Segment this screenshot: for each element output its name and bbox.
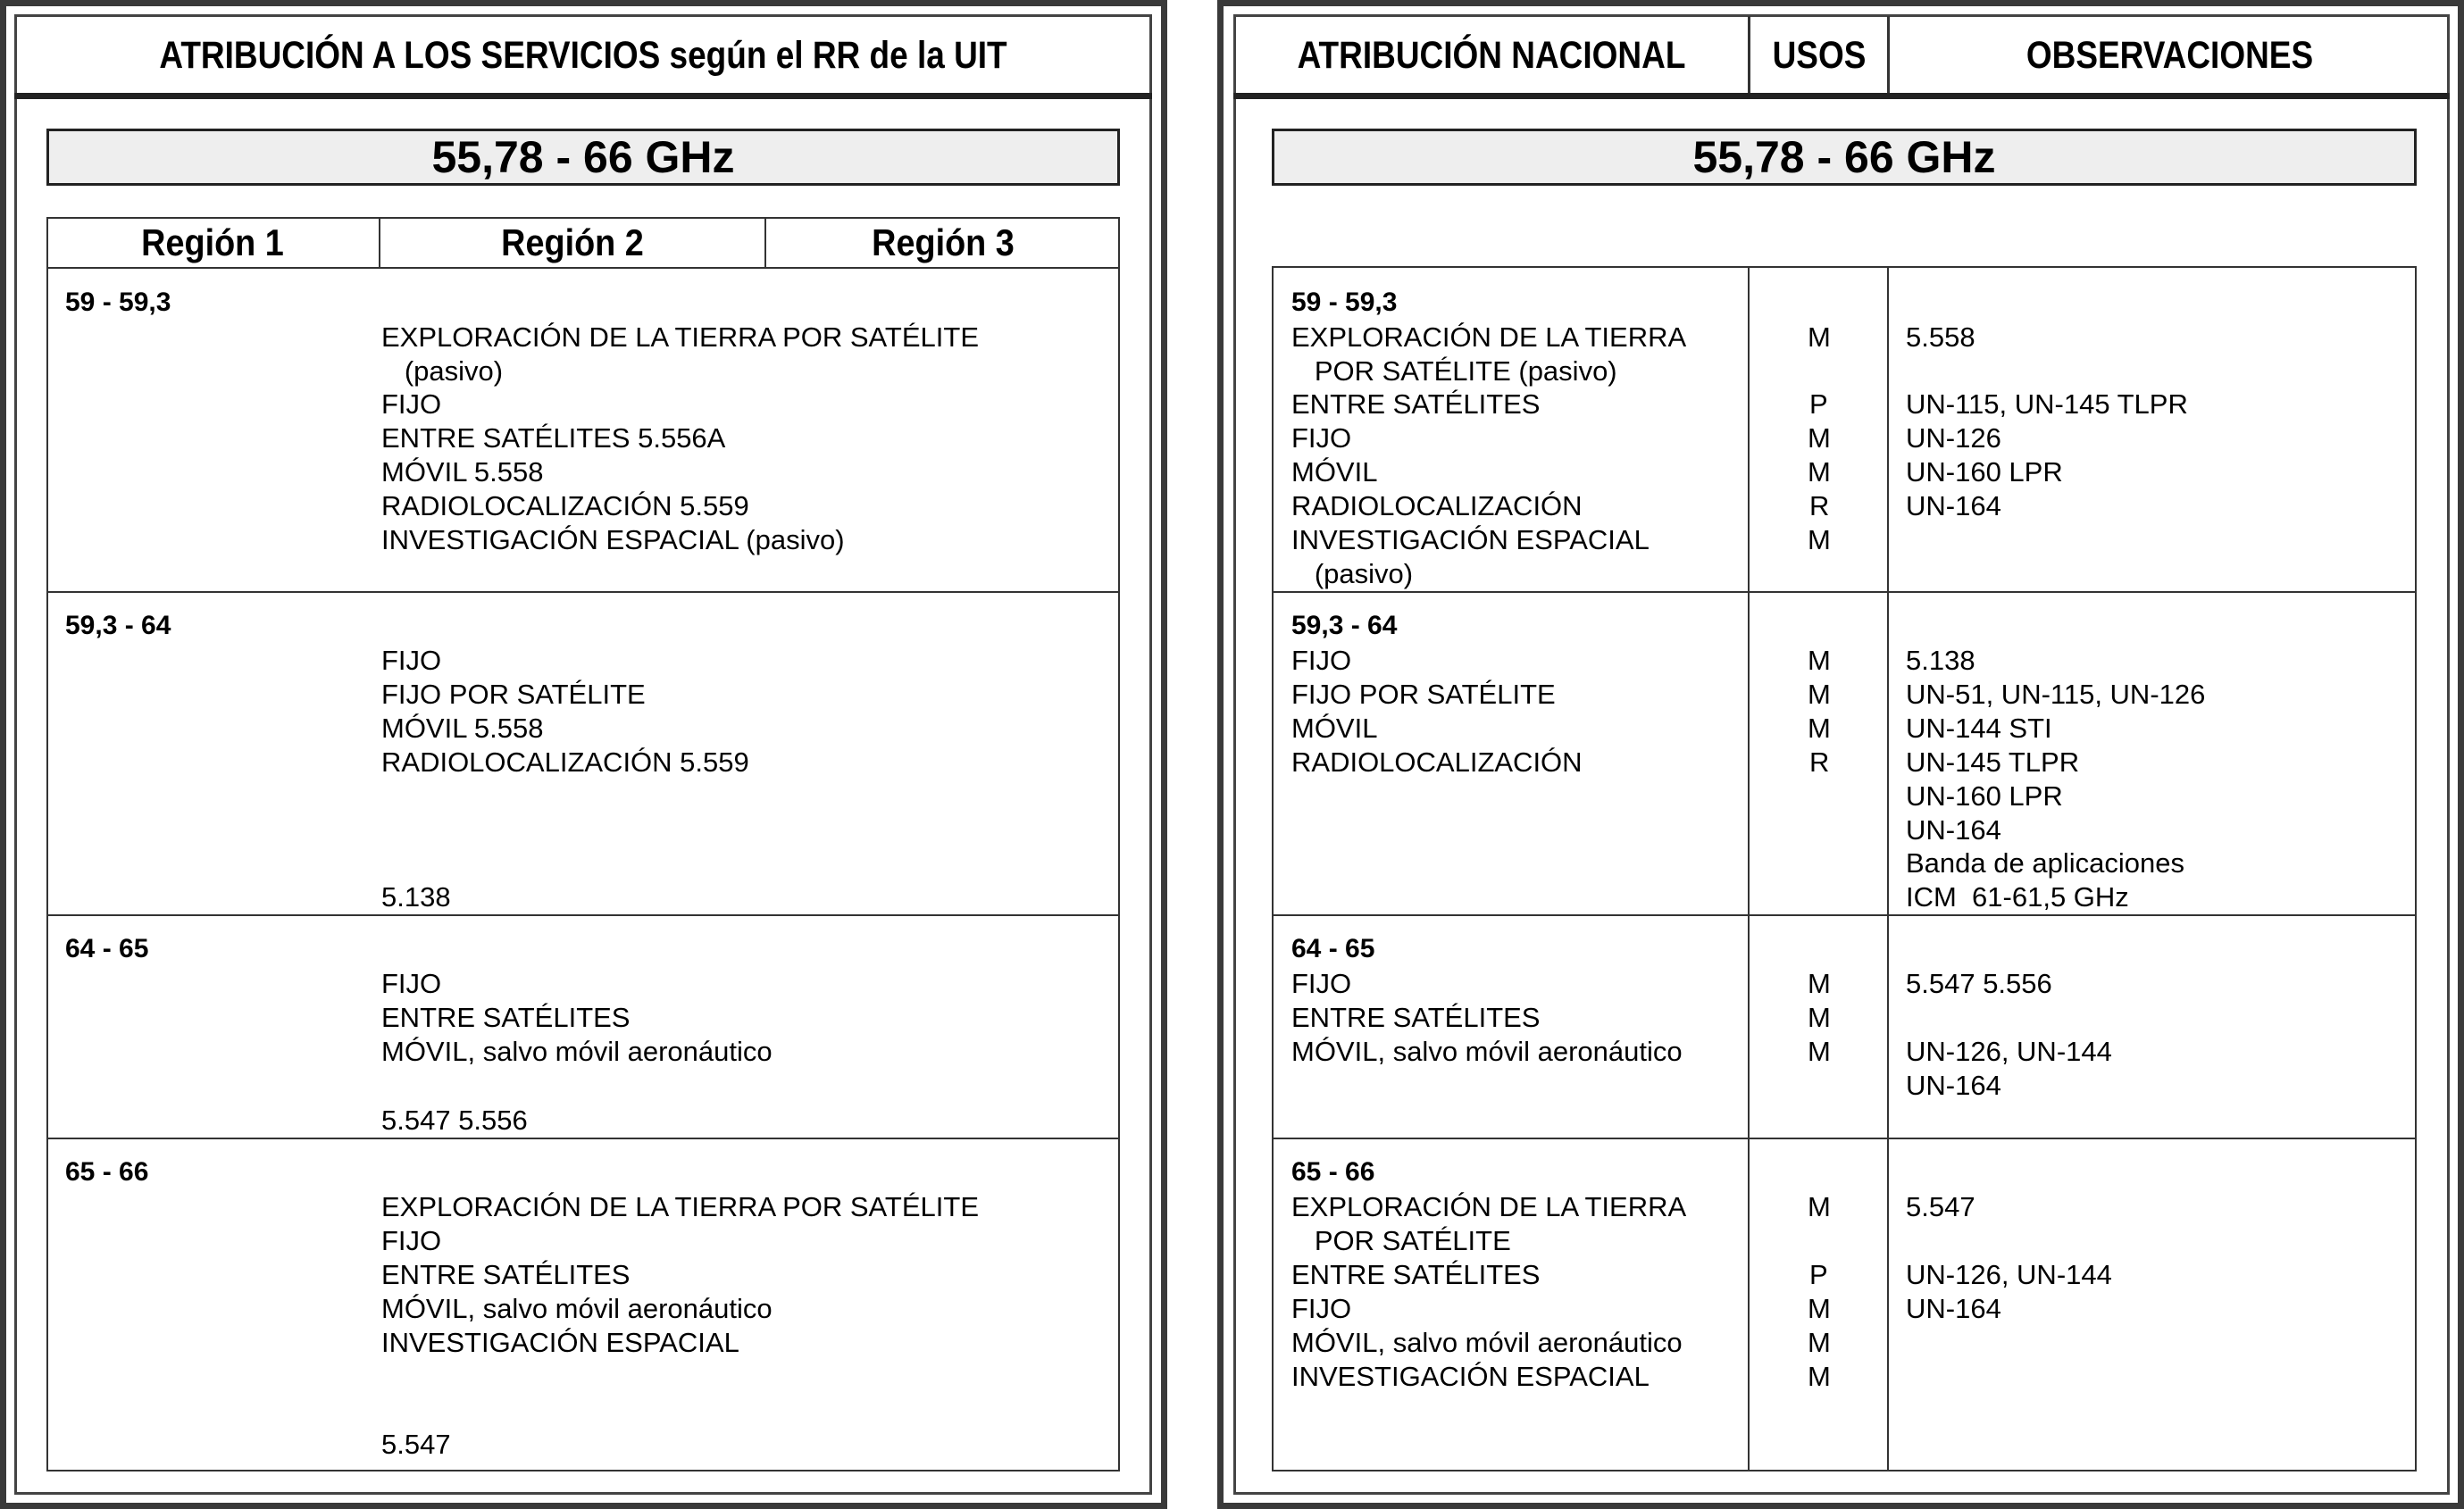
left-row-service: ENTRE SATÉLITES 5.556A <box>381 422 726 454</box>
right-row-service: RADIOLOCALIZACIÓN <box>1291 746 1583 778</box>
right-row-service: FIJO <box>1291 968 1352 999</box>
right-row-divider-2 <box>1272 914 2417 916</box>
right-row-service: FIJO POR SATÉLITE <box>1291 679 1556 710</box>
left-row-footnote: 5.547 5.556 <box>381 1105 528 1136</box>
right-row-service: EXPLORACIÓN DE LA TIERRA <box>1291 321 1687 353</box>
right-row-uso: M <box>1808 321 1831 353</box>
left-row-divider-1 <box>46 591 1120 593</box>
right-row-uso: M <box>1808 1327 1831 1358</box>
region-header-rule <box>46 267 1120 269</box>
right-row-divider-1 <box>1272 591 2417 593</box>
right-row-uso: M <box>1808 713 1831 744</box>
right-row-obs: 5.138 <box>1906 645 1975 676</box>
right-row-service: (pasivo) <box>1291 558 1414 589</box>
left-row-service: ENTRE SATÉLITES <box>381 1259 631 1290</box>
observaciones-header: OBSERVACIONES <box>2025 34 2314 77</box>
right-row-obs: UN-126 <box>1906 422 2001 454</box>
right-row-obs: UN-126, UN-144 <box>1906 1259 2112 1290</box>
right-row-service: MÓVIL <box>1291 713 1378 744</box>
usos-column-divider <box>1748 266 1750 1471</box>
right-row-service: MÓVIL <box>1291 456 1378 488</box>
region-divider-1 <box>379 217 380 268</box>
left-row-service: ENTRE SATÉLITES <box>381 1002 631 1033</box>
left-row-service: EXPLORACIÓN DE LA TIERRA POR SATÉLITE <box>381 321 979 353</box>
right-row-uso: M <box>1808 1293 1831 1324</box>
right-row-obs: UN-160 LPR <box>1906 456 2063 488</box>
right-row-service: MÓVIL, salvo móvil aeronáutico <box>1291 1327 1683 1358</box>
left-header-title: ATRIBUCIÓN A LOS SERVICIOS según el RR de la UIT <box>159 34 1007 77</box>
right-row-uso: M <box>1808 1036 1831 1067</box>
left-row-service: FIJO <box>381 968 442 999</box>
right-row-obs: UN-115, UN-145 TLPR <box>1906 388 2188 420</box>
right-row-range: 59 - 59,3 <box>1291 288 1398 317</box>
right-row-obs: UN-51, UN-115, UN-126 <box>1906 679 2206 710</box>
left-row-service: (pasivo) <box>381 355 504 387</box>
right-row-obs: UN-126, UN-144 <box>1906 1036 2112 1067</box>
right-row-uso: P <box>1809 388 1828 420</box>
region-divider-2 <box>764 217 766 268</box>
left-row-divider-3 <box>46 1138 1120 1139</box>
right-row-service: POR SATÉLITE (pasivo) <box>1291 355 1617 387</box>
right-band-box: 55,78 - 66 GHz <box>1272 129 2417 186</box>
obs-column-divider <box>1887 266 1889 1471</box>
left-row-service: MÓVIL 5.558 <box>381 456 544 488</box>
left-row-range: 64 - 65 <box>65 934 149 963</box>
right-row-uso: M <box>1808 524 1831 555</box>
right-row-uso: M <box>1808 1191 1831 1222</box>
right-row-uso: R <box>1809 490 1830 521</box>
right-row-uso: M <box>1808 968 1831 999</box>
right-row-uso: M <box>1808 422 1831 454</box>
right-row-obs: UN-160 LPR <box>1906 780 2063 812</box>
left-row-service: RADIOLOCALIZACIÓN 5.559 <box>381 746 749 778</box>
right-row-uso: P <box>1809 1259 1828 1290</box>
right-row-service: POR SATÉLITE <box>1291 1225 1511 1256</box>
right-row-obs: UN-164 <box>1906 490 2001 521</box>
right-row-obs: Banda de aplicaciones <box>1906 847 2184 879</box>
right-row-uso: M <box>1808 679 1831 710</box>
right-row-divider-3 <box>1272 1138 2417 1139</box>
national-allocation-header: ATRIBUCIÓN NACIONAL <box>1297 34 1686 77</box>
right-row-service: FIJO <box>1291 422 1352 454</box>
left-row-service: INVESTIGACIÓN ESPACIAL (pasivo) <box>381 524 845 555</box>
left-row-service: MÓVIL 5.558 <box>381 713 544 744</box>
right-row-service: ENTRE SATÉLITES <box>1291 1002 1541 1033</box>
region-3-header: Región 3 <box>872 221 1015 263</box>
left-row-service: MÓVIL, salvo móvil aeronáutico <box>381 1036 773 1067</box>
left-row-range: 59,3 - 64 <box>65 611 171 640</box>
region-2-header: Región 2 <box>501 221 644 263</box>
left-row-divider-2 <box>46 914 1120 916</box>
right-row-service: ENTRE SATÉLITES <box>1291 388 1541 420</box>
right-row-obs: UN-144 STI <box>1906 713 2052 744</box>
right-row-obs: 5.547 <box>1906 1191 1975 1222</box>
right-row-service: INVESTIGACIÓN ESPACIAL <box>1291 524 1650 555</box>
right-row-uso: M <box>1808 456 1831 488</box>
left-row-range: 65 - 66 <box>65 1157 149 1187</box>
right-row-uso: M <box>1808 1361 1831 1392</box>
right-row-obs: ICM 61-61,5 GHz <box>1906 881 2129 913</box>
right-row-uso: M <box>1808 645 1831 676</box>
right-row-uso: M <box>1808 1002 1831 1033</box>
left-band-box: 55,78 - 66 GHz <box>46 129 1120 186</box>
right-row-service: ENTRE SATÉLITES <box>1291 1259 1541 1290</box>
right-row-uso: R <box>1809 746 1830 778</box>
right-row-obs: UN-164 <box>1906 1070 2001 1101</box>
header-divider-2 <box>1887 16 1890 94</box>
left-row-footnote: 5.547 <box>381 1429 451 1460</box>
usos-header: USOS <box>1772 34 1867 77</box>
right-row-obs: UN-145 TLPR <box>1906 746 2080 778</box>
right-row-service: FIJO <box>1291 1293 1352 1324</box>
left-row-service: FIJO <box>381 1225 442 1256</box>
right-row-service: EXPLORACIÓN DE LA TIERRA <box>1291 1191 1687 1222</box>
left-header-rule <box>14 93 1152 99</box>
right-row-range: 65 - 66 <box>1291 1157 1375 1187</box>
right-row-range: 64 - 65 <box>1291 934 1375 963</box>
right-row-service: RADIOLOCALIZACIÓN <box>1291 490 1583 521</box>
left-row-range: 59 - 59,3 <box>65 288 171 317</box>
region-1-header: Región 1 <box>141 221 284 263</box>
right-row-obs: UN-164 <box>1906 1293 2001 1324</box>
left-row-service: FIJO POR SATÉLITE <box>381 679 646 710</box>
right-row-service: FIJO <box>1291 645 1352 676</box>
left-row-footnote: 5.138 <box>381 881 451 913</box>
left-row-service: INVESTIGACIÓN ESPACIAL <box>381 1327 739 1358</box>
right-row-obs: 5.558 <box>1906 321 1975 353</box>
left-row-service: EXPLORACIÓN DE LA TIERRA POR SATÉLITE <box>381 1191 979 1222</box>
left-row-service: FIJO <box>381 645 442 676</box>
right-row-range: 59,3 - 64 <box>1291 611 1398 640</box>
left-row-service: MÓVIL, salvo móvil aeronáutico <box>381 1293 773 1324</box>
right-row-service: INVESTIGACIÓN ESPACIAL <box>1291 1361 1650 1392</box>
right-row-obs: 5.547 5.556 <box>1906 968 2052 999</box>
right-row-service: MÓVIL, salvo móvil aeronáutico <box>1291 1036 1683 1067</box>
left-row-service: FIJO <box>381 388 442 420</box>
header-divider-1 <box>1748 16 1750 94</box>
right-header-rule <box>1233 93 2450 99</box>
left-row-service: RADIOLOCALIZACIÓN 5.559 <box>381 490 749 521</box>
right-row-obs: UN-164 <box>1906 814 2001 846</box>
